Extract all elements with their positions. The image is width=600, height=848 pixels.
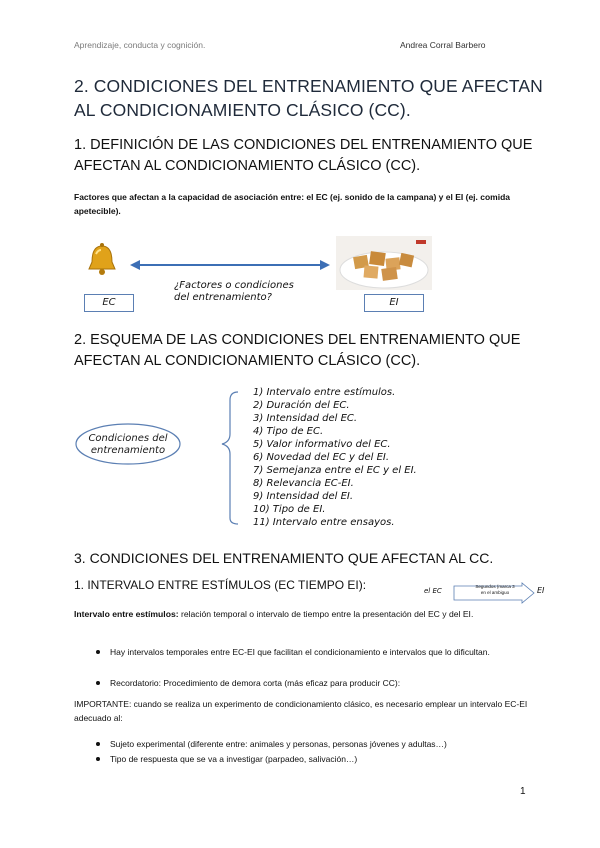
page-number: 1 — [520, 786, 526, 797]
double-arrow — [130, 258, 330, 272]
bell-icon — [84, 242, 120, 278]
scheme-ellipse-label — [84, 433, 172, 457]
mini-middle — [466, 584, 524, 596]
header-right: Andrea Corral Barbero — [400, 40, 486, 50]
definition-paragraph — [74, 607, 536, 621]
section3-subheading: 1. INTERVALO ENTRE ESTÍMULOS (EC TIEMPO EI): — [74, 578, 367, 592]
arrow-caption — [174, 280, 294, 304]
mini-middle-line1: Segundos (marca 3 — [475, 584, 515, 589]
scheme-item: 3) Intensidad del EC. — [253, 413, 358, 424]
section1-heading: 1. DEFINICIÓN DE LAS CONDICIONES DEL ENTRENAMIENTO QUE AFECTAN AL CONDICIONAMIENTO CLÁSICO (CC). — [74, 137, 533, 174]
bullet-item: Sujeto experimental (diferente entre: animales y personas, personas jóvenes y adultas…) — [110, 737, 530, 751]
mini-left: el EC — [424, 587, 442, 595]
ec-box: EC — [84, 294, 134, 312]
scheme-item: 6) Novedad del EC y del EI. — [253, 452, 390, 463]
scheme-item: 10) Tipo de EI. — [253, 504, 326, 515]
definition-text: relación temporal o intervalo de tiempo entre la presentación del EC y del EI. — [178, 609, 474, 619]
section1-paragraph: Factores que afectan a la capacidad de asociación entre: el EC (ej. sonido de la campana) y el EI (ej. comida apetecible). — [74, 192, 511, 216]
header-left: Aprendizaje, conducta y cognición. — [74, 40, 206, 50]
food-photo — [336, 236, 432, 290]
important-paragraph: IMPORTANTE: cuando se realiza un experimento de condicionamiento clásico, es necesario emplear un intervalo EC-EI adecuado al: — [74, 699, 528, 723]
section2-heading: 2. ESQUEMA DE LAS CONDICIONES DEL ENTRENAMIENTO QUE AFECTAN AL CONDICIONAMIENTO CLÁSICO (CC). — [74, 332, 521, 369]
bullet-item: Tipo de respuesta que se va a investigar (parpadeo, salivación…) — [110, 752, 530, 766]
arrow-caption-line1: ¿Factores o condiciones — [174, 280, 294, 291]
scheme-item: 9) Intensidad del EI. — [253, 491, 354, 502]
scheme-item: 7) Semejanza entre el EC y el EI. — [253, 465, 417, 476]
scheme-item: 1) Intervalo entre estímulos. — [253, 387, 396, 398]
ellipse-line2: entrenamiento — [90, 445, 166, 456]
arrow-caption-line2: del entrenamiento? — [174, 292, 272, 303]
section3-heading: 3. CONDICIONES DEL ENTRENAMIENTO QUE AFECTAN AL CC. — [74, 550, 494, 566]
mini-right: EI — [537, 586, 545, 595]
mini-middle-line2: en el ambiguo — [480, 590, 510, 595]
main-title: 2. CONDICIONES DEL ENTRENAMIENTO QUE AFECTAN AL CONDICIONAMIENTO CLÁSICO (CC). — [74, 76, 543, 120]
scheme-item: 2) Duración del EC. — [253, 400, 350, 411]
ellipse-line1: Condiciones del — [88, 433, 168, 444]
scheme-item: 4) Tipo de EC. — [253, 426, 324, 437]
scheme-connector — [70, 390, 250, 526]
definition-term: Intervalo entre estímulos: — [74, 609, 179, 619]
scheme-item: 5) Valor informativo del EC. — [253, 439, 391, 450]
bullet-item: Hay intervalos temporales entre EC-EI que facilitan el condicionamiento e intervalos que lo dificultan. — [110, 645, 530, 659]
ei-box: EI — [364, 294, 424, 312]
scheme-item: 8) Relevancia EC-EI. — [253, 478, 354, 489]
scheme-item: 11) Intervalo entre ensayos. — [253, 517, 395, 528]
bullet-item: Recordatorio: Procedimiento de demora corta (más eficaz para producir CC): — [110, 676, 530, 690]
